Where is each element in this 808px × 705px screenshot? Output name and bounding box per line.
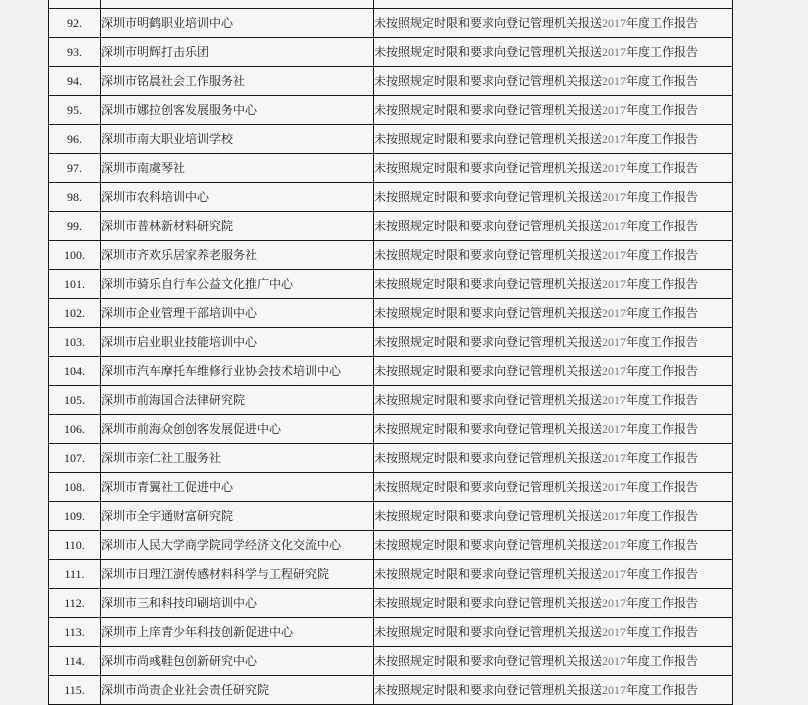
- year-value: 2017: [602, 393, 627, 407]
- violation-text: [374, 618, 733, 647]
- row-number: 106.: [49, 415, 101, 444]
- violation-suffix: 年度工作报告: [626, 654, 699, 668]
- table-row: [49, 96, 733, 125]
- violation-text: [374, 183, 733, 212]
- violation-suffix: 年度工作报告: [626, 45, 699, 59]
- year-value: 2017: [602, 335, 627, 349]
- violation-text: [374, 357, 733, 386]
- org-name: 深圳市南大职业培训学校: [101, 125, 374, 154]
- violation-suffix: 年度工作报告: [626, 16, 699, 30]
- violation-prefix: 未按照规定时限和要求向登记管理机关报送: [374, 248, 603, 262]
- violation-prefix: 未按照规定时限和要求向登记管理机关报送: [374, 480, 603, 494]
- violation-suffix: 年度工作报告: [626, 335, 699, 349]
- year-value: 2017: [602, 277, 627, 291]
- row-number: 94.: [49, 67, 101, 96]
- row-number: 99.: [49, 212, 101, 241]
- row-number: 105.: [49, 386, 101, 415]
- violation-prefix: 未按照规定时限和要求向登记管理机关报送: [374, 45, 603, 59]
- violation-text: [374, 328, 733, 357]
- violation-prefix: 未按照规定时限和要求向登记管理机关报送: [374, 451, 603, 465]
- violation-text: [374, 560, 733, 589]
- org-name: 深圳市前海国合法律研究院: [101, 386, 374, 415]
- org-name: 深圳市亲仁社工服务社: [101, 444, 374, 473]
- violation-suffix: 年度工作报告: [626, 248, 699, 262]
- violation-prefix: 未按照规定时限和要求向登记管理机关报送: [374, 190, 603, 204]
- org-name: 深圳市企业管理干部培训中心: [101, 299, 374, 328]
- row-number: 104.: [49, 357, 101, 386]
- org-name: 深圳市全宇通财富研究院: [101, 502, 374, 531]
- year-value: 2017: [602, 103, 627, 117]
- org-name: 深圳市人民大学商学院同学经济文化交流中心: [101, 531, 374, 560]
- year-value: 2017: [602, 16, 627, 30]
- org-name: 深圳市汽车摩托车维修行业协会技术培训中心: [101, 357, 374, 386]
- table-body: [49, 0, 733, 705]
- violation-suffix: 年度工作报告: [626, 451, 699, 465]
- violation-text: [374, 676, 733, 705]
- violation-suffix: 年度工作报告: [626, 219, 699, 233]
- violation-prefix: 未按照规定时限和要求向登记管理机关报送: [374, 335, 603, 349]
- table-row: [49, 386, 733, 415]
- org-name: 深圳市尚彧鞋包创新研究中心: [101, 647, 374, 676]
- row-number: 92.: [49, 9, 101, 38]
- row-number: 93.: [49, 38, 101, 67]
- table-row: [49, 241, 733, 270]
- table-row: [49, 473, 733, 502]
- table-row: [49, 502, 733, 531]
- violation-text: [374, 9, 733, 38]
- violation-prefix: 未按照规定时限和要求向登记管理机关报送: [374, 219, 603, 233]
- violation-text: [374, 415, 733, 444]
- org-name: 深圳市农科培训中心: [101, 183, 374, 212]
- violation-text: [374, 647, 733, 676]
- org-name: 深圳市普林新材料研究院: [101, 212, 374, 241]
- row-number: 108.: [49, 473, 101, 502]
- violation-text: [374, 212, 733, 241]
- table-row: [49, 125, 733, 154]
- table-row: [49, 212, 733, 241]
- year-value: 2017: [602, 596, 627, 610]
- violation-text: [374, 473, 733, 502]
- violation-text: [374, 38, 733, 67]
- violation-suffix: 年度工作报告: [626, 103, 699, 117]
- violation-text: [374, 125, 733, 154]
- org-name-cell: [101, 0, 374, 9]
- violation-prefix: 未按照规定时限和要求向登记管理机关报送: [374, 306, 603, 320]
- org-name: 深圳市日理江澍传感材料科学与工程研究院: [101, 560, 374, 589]
- violation-suffix: 年度工作报告: [626, 625, 699, 639]
- row-number-cell: [49, 0, 101, 9]
- violation-suffix: 年度工作报告: [626, 683, 699, 697]
- violation-text: [374, 270, 733, 299]
- year-value: 2017: [602, 422, 627, 436]
- violation-prefix: 未按照规定时限和要求向登记管理机关报送: [374, 567, 603, 581]
- year-value: 2017: [602, 161, 627, 175]
- table-row: [49, 38, 733, 67]
- org-name: 深圳市启业职业技能培训中心: [101, 328, 374, 357]
- violation-suffix: 年度工作报告: [626, 393, 699, 407]
- violation-text: [374, 96, 733, 125]
- violation-text: [374, 531, 733, 560]
- row-number: 114.: [49, 647, 101, 676]
- year-value: 2017: [602, 538, 627, 552]
- row-number: 102.: [49, 299, 101, 328]
- violation-prefix: 未按照规定时限和要求向登记管理机关报送: [374, 277, 603, 291]
- row-number: 98.: [49, 183, 101, 212]
- org-name: 深圳市铭晨社会工作服务社: [101, 67, 374, 96]
- table-row: [49, 270, 733, 299]
- violation-prefix: 未按照规定时限和要求向登记管理机关报送: [374, 393, 603, 407]
- year-value: 2017: [602, 248, 627, 262]
- org-name: 深圳市齐欢乐居家养老服务社: [101, 241, 374, 270]
- org-name: 深圳市尚责企业社会责任研究院: [101, 676, 374, 705]
- violation-prefix: 未按照规定时限和要求向登记管理机关报送: [374, 509, 603, 523]
- violation-suffix: 年度工作报告: [626, 364, 699, 378]
- row-number: 113.: [49, 618, 101, 647]
- year-value: 2017: [602, 654, 627, 668]
- violation-suffix: 年度工作报告: [626, 480, 699, 494]
- table-row: [49, 357, 733, 386]
- row-number: 107.: [49, 444, 101, 473]
- org-name: 深圳市明鹤职业培训中心: [101, 9, 374, 38]
- row-number: 95.: [49, 96, 101, 125]
- violation-prefix: 未按照规定时限和要求向登记管理机关报送: [374, 596, 603, 610]
- org-name: 深圳市上庠青少年科技创新促进中心: [101, 618, 374, 647]
- violation-prefix: 未按照规定时限和要求向登记管理机关报送: [374, 364, 603, 378]
- violation-prefix: 未按照规定时限和要求向登记管理机关报送: [374, 654, 603, 668]
- row-number: 101.: [49, 270, 101, 299]
- row-number: 115.: [49, 676, 101, 705]
- violation-prefix: 未按照规定时限和要求向登记管理机关报送: [374, 132, 603, 146]
- table-row: [49, 444, 733, 473]
- year-value: 2017: [602, 451, 627, 465]
- violation-prefix: 未按照规定时限和要求向登记管理机关报送: [374, 74, 603, 88]
- row-number: 103.: [49, 328, 101, 357]
- row-number: 111.: [49, 560, 101, 589]
- year-value: 2017: [602, 306, 627, 320]
- year-value: 2017: [602, 219, 627, 233]
- violation-suffix: 年度工作报告: [626, 538, 699, 552]
- violation-prefix: 未按照规定时限和要求向登记管理机关报送: [374, 161, 603, 175]
- year-value: 2017: [602, 45, 627, 59]
- year-value: 2017: [602, 683, 627, 697]
- table-row: [49, 299, 733, 328]
- table-row: [49, 618, 733, 647]
- table-row: [49, 67, 733, 96]
- org-name: 深圳市南虞琴社: [101, 154, 374, 183]
- violation-suffix: 年度工作报告: [626, 306, 699, 320]
- row-number: 97.: [49, 154, 101, 183]
- table-row: [49, 9, 733, 38]
- table-row-partial: [49, 0, 733, 9]
- org-name: 深圳市明辉打击乐团: [101, 38, 374, 67]
- org-name: 深圳市娜拉创客发展服务中心: [101, 96, 374, 125]
- violation-suffix: 年度工作报告: [626, 277, 699, 291]
- year-value: 2017: [602, 190, 627, 204]
- row-number: 112.: [49, 589, 101, 618]
- violation-suffix: 年度工作报告: [626, 190, 699, 204]
- row-number: 96.: [49, 125, 101, 154]
- violation-suffix: 年度工作报告: [626, 74, 699, 88]
- violation-cell: [374, 0, 733, 9]
- violation-suffix: 年度工作报告: [626, 422, 699, 436]
- year-value: 2017: [602, 364, 627, 378]
- table-row: [49, 531, 733, 560]
- year-value: 2017: [602, 509, 627, 523]
- table-row: [49, 560, 733, 589]
- violation-suffix: 年度工作报告: [626, 132, 699, 146]
- row-number: 109.: [49, 502, 101, 531]
- table-row: [49, 676, 733, 705]
- violation-suffix: 年度工作报告: [626, 567, 699, 581]
- row-number: 110.: [49, 531, 101, 560]
- violation-text: [374, 502, 733, 531]
- violation-text: [374, 67, 733, 96]
- org-name: 深圳市三和科技印刷培训中心: [101, 589, 374, 618]
- table-row: [49, 647, 733, 676]
- year-value: 2017: [602, 132, 627, 146]
- violation-text: [374, 154, 733, 183]
- table-row: [49, 154, 733, 183]
- violation-prefix: 未按照规定时限和要求向登记管理机关报送: [374, 422, 603, 436]
- violation-suffix: 年度工作报告: [626, 161, 699, 175]
- violation-report-table: [48, 0, 733, 705]
- violation-text: [374, 241, 733, 270]
- row-number: 100.: [49, 241, 101, 270]
- year-value: 2017: [602, 625, 627, 639]
- violation-prefix: 未按照规定时限和要求向登记管理机关报送: [374, 16, 603, 30]
- violation-suffix: 年度工作报告: [626, 509, 699, 523]
- violation-suffix: 年度工作报告: [626, 596, 699, 610]
- year-value: 2017: [602, 567, 627, 581]
- violation-prefix: 未按照规定时限和要求向登记管理机关报送: [374, 103, 603, 117]
- org-name: 深圳市前海众创创客发展促进中心: [101, 415, 374, 444]
- violation-text: [374, 589, 733, 618]
- table-row: [49, 415, 733, 444]
- table-row: [49, 183, 733, 212]
- org-name: 深圳市骑乐自行车公益文化推广中心: [101, 270, 374, 299]
- table-row: [49, 589, 733, 618]
- org-name: 深圳市青翼社工促进中心: [101, 473, 374, 502]
- table-row: [49, 328, 733, 357]
- violation-text: [374, 299, 733, 328]
- violation-text: [374, 386, 733, 415]
- violation-prefix: 未按照规定时限和要求向登记管理机关报送: [374, 538, 603, 552]
- violation-text: [374, 444, 733, 473]
- year-value: 2017: [602, 74, 627, 88]
- violation-prefix: 未按照规定时限和要求向登记管理机关报送: [374, 683, 603, 697]
- violation-prefix: 未按照规定时限和要求向登记管理机关报送: [374, 625, 603, 639]
- year-value: 2017: [602, 480, 627, 494]
